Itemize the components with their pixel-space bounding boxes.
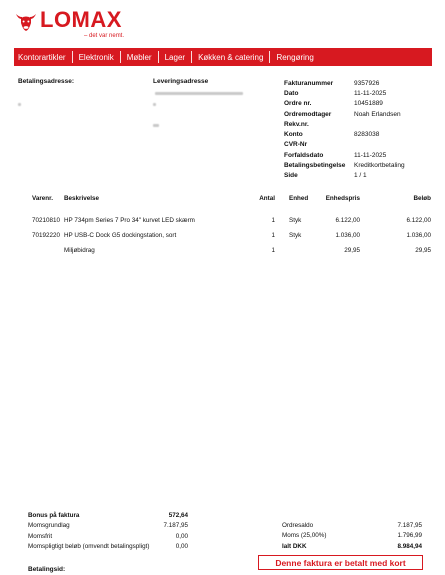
bonus-amount: 572,64	[168, 512, 188, 519]
vat-exempt-row: Momsfrit 0,00	[28, 532, 188, 540]
brand-tagline: – det var nemt.	[84, 33, 125, 39]
info-row: Dato 11-11-2025	[284, 89, 387, 97]
brand-name: LOMAX	[40, 7, 122, 32]
invoice-info	[284, 78, 434, 181]
col-header-quantity: Antal	[259, 195, 275, 202]
redacted-billing-address	[18, 103, 21, 106]
table-header	[30, 195, 432, 208]
info-row: Betalingsbetingelse Kreditkortbetaling	[284, 162, 405, 170]
due-date: 11-11-2025	[354, 151, 387, 159]
info-row: Ordre nr. 10451889	[284, 100, 383, 108]
vat-row: Moms (25,00%) 1.796,99	[282, 532, 422, 540]
col-header-unit: Enhed	[289, 195, 309, 202]
col-header-item-number: Varenr.	[32, 195, 54, 202]
col-header-unit-price: Enhedspris	[325, 195, 360, 202]
grand-total-amount: 8.984,94	[397, 542, 422, 550]
nav-separator	[191, 51, 192, 63]
table-row: 70192220 HP USB-C Dock G5 dockingstation, sort 1 Styk 1.036,00 1.036,00	[32, 232, 431, 239]
order-balance-row: Ordresaldo 7.187,95	[282, 522, 422, 529]
nav-separator	[269, 51, 270, 63]
nav-item-elektronik[interactable]: Elektronik	[78, 52, 114, 62]
invoice-number: 9357926	[354, 79, 380, 87]
info-row: Side 1 / 1	[284, 172, 367, 180]
grand-total-row: Ialt DKK 8.984,94	[282, 542, 422, 550]
col-header-amount: Beløb	[413, 195, 431, 202]
category-nav	[14, 48, 432, 66]
redacted-delivery-line	[155, 92, 243, 95]
reverse-charge-row: Momspligtigt beløb (omvendt betalingspligt) 0,00	[28, 542, 188, 550]
bonus-row: Bonus på faktura 572,64	[28, 512, 188, 519]
order-number: 10451889	[354, 100, 383, 108]
info-row: CVR-Nr	[284, 141, 308, 149]
delivery-address-label: Leveringsadresse	[153, 78, 209, 85]
col-header-description: Beskrivelse	[64, 195, 100, 202]
info-row: Fakturanummer 9357926	[284, 79, 380, 87]
info-row: Ordremodtager Noah Erlandsen	[284, 110, 401, 118]
vat-basis-row: Momsgrundlag 7.187,95	[28, 522, 188, 530]
totals-block	[282, 522, 422, 553]
nav-item-lager[interactable]: Lager	[164, 52, 186, 62]
billing-address-label: Betalingsadresse:	[18, 78, 74, 85]
order-receiver: Noah Erlandsen	[354, 110, 401, 118]
info-row: Konto 8283038	[284, 131, 380, 139]
page-number: 1 / 1	[354, 172, 367, 180]
info-row: Forfaldsdato 11-11-2025	[284, 151, 387, 159]
paid-by-card-notice: Denne faktura er betalt med kort	[258, 555, 423, 570]
redacted-delivery-line	[153, 124, 159, 127]
invoice-date: 11-11-2025	[354, 89, 387, 97]
nav-item-rengoring[interactable]: Rengøring	[276, 52, 314, 62]
payment-id-label: Betalingsid:	[28, 566, 66, 573]
invoice-lines-table	[30, 195, 432, 262]
info-row: Rekv.nr.	[284, 120, 309, 128]
nav-separator	[72, 51, 73, 63]
table-row: Miljøbidrag 1 29,95 29,95	[64, 247, 431, 254]
bull-head-icon	[14, 10, 38, 34]
nav-separator	[158, 51, 159, 63]
nav-separator	[120, 51, 121, 63]
table-row: 70210810 HP 734pm Series 7 Pro 34" kurvet LED skærm 1 Styk 6.122,00 6.122,00	[32, 217, 431, 224]
vat-basis-block	[28, 512, 188, 553]
redacted-delivery-line	[153, 103, 156, 106]
lomax-logo[interactable]	[14, 8, 154, 42]
payment-terms: Kreditkortbetaling	[354, 162, 405, 170]
nav-item-kokken-catering[interactable]: Køkken & catering	[198, 52, 264, 62]
account-number: 8283038	[354, 131, 380, 139]
nav-item-kontorartikler[interactable]: Kontorartikler	[18, 52, 66, 62]
nav-item-mobler[interactable]: Møbler	[126, 52, 152, 62]
